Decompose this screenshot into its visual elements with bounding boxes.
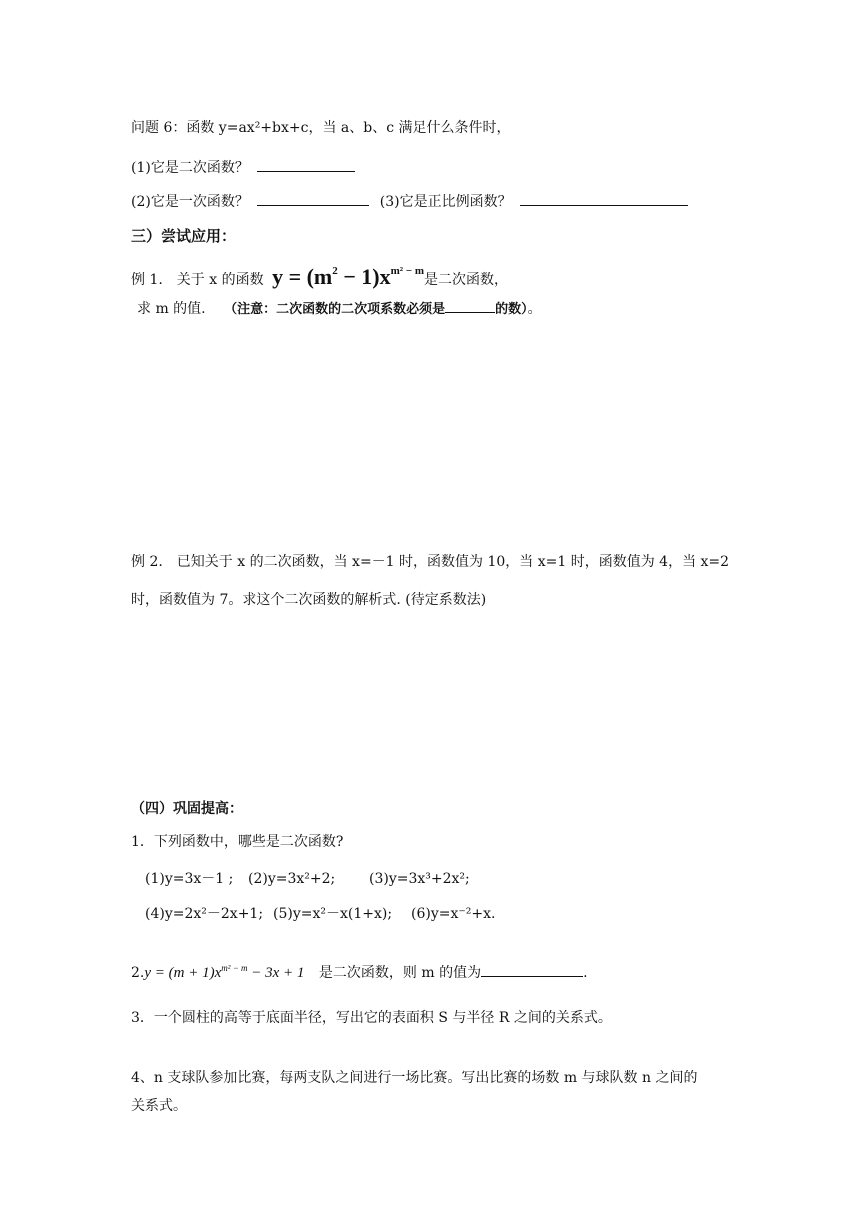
example-1-suffix: 是二次函数，: [424, 272, 509, 288]
problem-2-number: 2.: [131, 965, 145, 981]
q6-intro: 问题 6：函数 y=ax²+bx+c，当 a、b、c 满足什么条件时，: [131, 120, 511, 136]
problem-1-item: (5)y=x²－x(1+x);: [273, 906, 393, 922]
problem-1-item: (1)y=3x－1 ;: [145, 871, 234, 887]
section-heading: 三）尝试应用：: [131, 227, 237, 245]
problem-1-title: 1．下列函数中，哪些是二次函数?: [131, 834, 344, 850]
period: .: [583, 965, 588, 981]
answer-blank[interactable]: [257, 157, 355, 172]
example-1-prefix: 例 1. 关于 x 的函数: [131, 272, 264, 288]
problem-2-formula: $y = (m + 1)x^{m^2 - m} - 3x + 1$: [144, 963, 305, 981]
problem-2: [131, 958, 588, 983]
answer-blank[interactable]: [445, 300, 495, 313]
q6-part1: [131, 157, 355, 178]
q6-part3-text: (3)它是正比例函数？: [379, 194, 512, 210]
example-1: [131, 256, 509, 289]
example-1-note: （注意：二次函数的二次项系数必须是 的数）: [224, 302, 528, 317]
q6-part1-text: (1)它是二次函数？: [131, 160, 249, 176]
problem-1-item: (3)y=3x³+2x²;: [369, 871, 470, 887]
problem-3: 3．一个圆柱的高等于底面半径，写出它的表面积 S 与半径 R 之间的关系式。: [131, 1010, 612, 1026]
example-2-line2: 时，函数值为 7。求这个二次函数的解析式. (待定系数法): [131, 592, 487, 608]
answer-blank[interactable]: [257, 191, 369, 206]
period: 。: [527, 301, 542, 317]
answer-blank[interactable]: [520, 191, 688, 206]
problem-4-line2: 关系式。: [131, 1098, 187, 1114]
q6-part2: [131, 191, 688, 212]
example-1-line2: [137, 299, 542, 320]
problem-1-item: (6)y=x⁻²+x.: [411, 906, 496, 922]
answer-blank[interactable]: [481, 962, 583, 977]
example-2-line1: 例 2. 已知关于 x 的二次函数，当 x=－1 时，函数值为 10，当 x=1 时，函数值为 4，当 x=2: [131, 554, 730, 570]
problem-1-item: (2)y=3x²+2;: [248, 871, 336, 887]
section-heading: （四）巩固提高：: [131, 801, 243, 817]
problem-1-item: (4)y=2x²－2x+1;: [145, 906, 264, 922]
problem-4-line1: 4、n 支球队参加比赛，每两支队之间进行一场比赛。写出比赛的场数 m 与球队数 n 之间的: [131, 1070, 698, 1086]
example-1-formula: $y = (m^2 - 1)x^{m^2 - m}$: [272, 264, 425, 289]
problem-2-text: 是二次函数，则 m 的值为: [318, 965, 482, 981]
q6-part2-text: (2)它是一次函数？: [131, 194, 249, 210]
example-1-ask: 求 m 的值.: [137, 301, 220, 317]
